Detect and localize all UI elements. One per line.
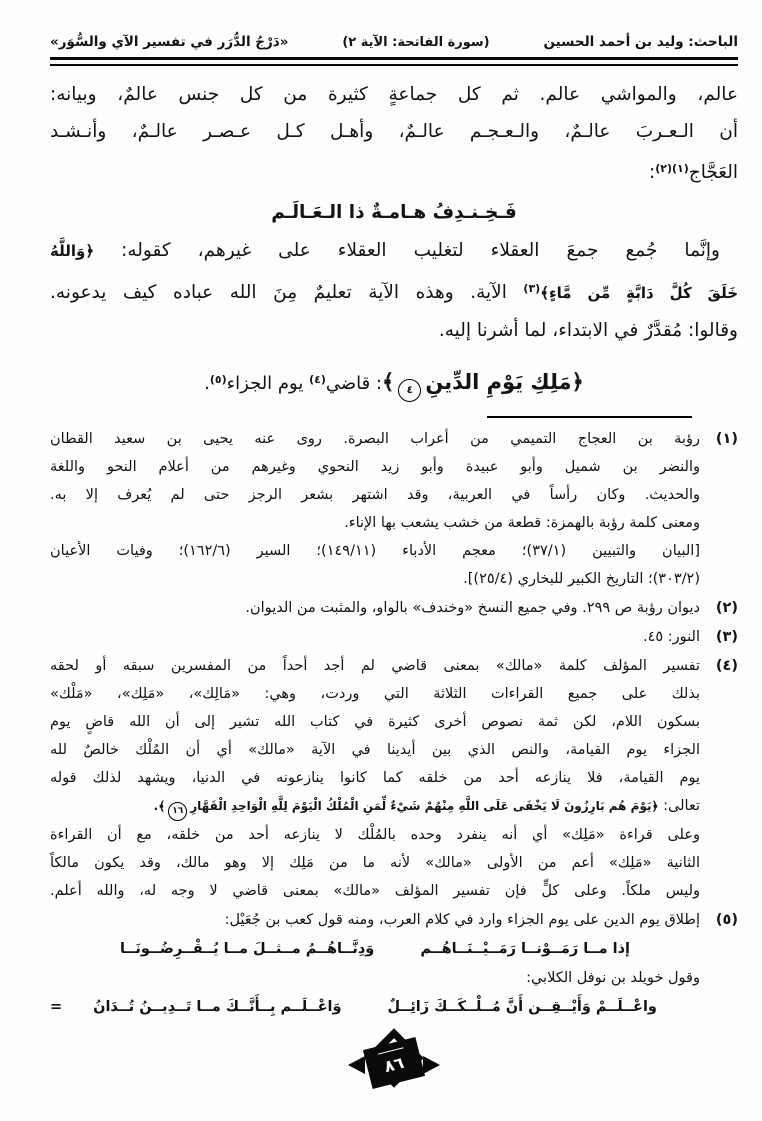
footnote-4-line: يوم القيامة، فلا ينازعه أحد من خلقه كما كانوا ينازعونه في الدنيا، ويشهد لذلك قوله xyxy=(50,770,700,786)
continuation-mark: = xyxy=(50,999,63,1015)
word-al-ajjaj: العَجَّاج xyxy=(688,162,738,183)
header-surah-reference: (سورة الفاتحة: الآية ٢) xyxy=(342,35,490,50)
footnote-1-line: ومعنى كلمة رؤبة بالهمزة: قطعة من خشب يشعب بها الإناء. xyxy=(344,515,700,531)
ornament-right-tip xyxy=(423,1056,440,1074)
footnote-1-number: (١) xyxy=(715,431,738,447)
footnote-4-line: الثانية «مَلِك» أعم من الأولى «مالك» لأنه ما من مَلِك إلا وهو مالك، وقد يكون مالكاً xyxy=(50,855,700,871)
quran-verse-ghafir: ﴿يَوْمَ هُم بَارِزُونَ لَا يَخْفَى عَلَى اللَّهِ مِنْهُمْ شَيْءٌ لِّمَنِ الْمُلْكُ الْيَوْمَ لِلَّهِ الْوَاحِدِ الْقَهَّارِ xyxy=(190,799,659,813)
paragraph2-text2: الآية. وهذه الآية تعليمٌ مِنَ الله عباده كيف يدعونه. xyxy=(50,282,524,303)
page-number: ٨٦ xyxy=(368,1046,419,1083)
footnote-4-quran-line xyxy=(50,792,700,821)
footnote-4-line: الجزاء يوم القيامة، والنص الذي بين أيدينا في الآية «مالك» أي أن المُلْك خالصٌ لله xyxy=(50,742,700,758)
hemistich-1: إذا مــا رَمَــوْنــا رَمَــيْــنَــاهُــم xyxy=(420,941,630,957)
hemistich-2: وَاعْــلَــم بِــأَنَّــكَ مــا تَــدِيــنُ تُــدَانُ xyxy=(93,999,342,1015)
footnote-marker-5: (٥) xyxy=(209,373,227,386)
ayah-display-line xyxy=(50,360,738,404)
period-mark: . xyxy=(204,373,210,394)
footnote-3-line: النور: ٤٥. xyxy=(643,629,700,645)
footnote-2-number: (٢) xyxy=(715,600,738,616)
quran-quote-continuation: خَلَقَ كُلَّ دَابَّةٍ مِّن مَّاءٍ﴾ xyxy=(540,284,739,302)
paragraph1-line2: أن الـعـربَ عالـمٌ، والـعـجـم عالـمٌ، وأهـل كـل عـصـر عالـمٌ، وأنـشـد xyxy=(50,121,738,142)
footnote-3-number: (٣) xyxy=(715,629,738,645)
header-researcher: الباحث: وليد بن أحمد الحسين xyxy=(543,34,738,50)
footnote-4-line: وعلى قراءة «مَلِك» أي أنه ينفرد وحده بالمُلْك لا ينازعه أحد من خلقه، مع أن القراءة xyxy=(50,827,700,843)
ayah-number-circle-16: ١٦ xyxy=(168,802,187,821)
page-header xyxy=(50,34,738,50)
paragraph2-line3: وقالوا: مُقدَّرٌ في الابتداء، لما أشرنا إليه. xyxy=(438,320,738,341)
footnote-4-line: بذلك على جميع القراءات الثلاثة التي وردت، وهي: «مَالِك»، «مَلِك»، «مَلْك» xyxy=(50,686,700,702)
footnote-5-number: (٥) xyxy=(715,912,738,928)
poetry-line-khuwaylid xyxy=(50,992,700,1022)
footnote-5-intro: إطلاق يوم الدين على يوم الجزاء وارد في كلام العرب، ومنه قول كعب بن جُعَيْل: xyxy=(224,912,700,928)
ornament-left-tip xyxy=(348,1056,365,1074)
page-number-ornament xyxy=(346,1034,442,1096)
ayah-gloss: : قاضي xyxy=(325,373,383,394)
footnote-1 xyxy=(50,425,738,593)
paragraph1-line3 xyxy=(50,150,738,191)
footnote-1-line: والنضر بن شميل وأبو عبيدة وأبو زيد النحوي وغيرهم من أعلام النحو واللغة xyxy=(50,459,700,475)
ayah-number-circle: ٤ xyxy=(398,379,421,402)
footnote-5 xyxy=(50,906,738,1022)
footnote-1-citation-line: [البيان والتبيين (٣٧/١)؛ معجم الأدباء (١٤٩/١١)؛ السير (١٦٢/٦)؛ وفيات الأعيان xyxy=(50,543,700,559)
main-text-block xyxy=(50,76,738,404)
ayah-closing-bracket: ﴾ xyxy=(382,370,395,394)
paragraph1-line1: عالم، والمواشي عالم. ثم كل جماعةٍ كثيرة من كل جنس عالمٌ، وبيانه: xyxy=(50,84,738,105)
footnote-separator-rule xyxy=(487,416,692,418)
footnote-5-intro2: وقول خويلد بن نوفل الكلابي: xyxy=(526,970,700,986)
footnote-1-citation-line: (٣٠٣/٢)؛ التاريخ الكبير للبخاري (٢٥/٤)]. xyxy=(463,571,700,587)
footnote-3 xyxy=(50,623,738,651)
footnote-4-line: بسكون اللام، لكن ثمة نصوص أخرى كثيرة في كتاب الله تشير إلى أن الله قاضٍ يوم xyxy=(50,714,700,730)
footnotes-block xyxy=(50,425,738,1022)
footnote-2-line: ديوان رؤبة ص ٢٩٩. وفي جميع النسخ «وخندف» بالواو، والمثبت من الديوان. xyxy=(245,600,700,616)
poetry-line-kaab xyxy=(50,934,700,964)
header-divider-rule xyxy=(50,57,738,66)
hemistich-1: واعْــلَــمْ وَأَيْــقِــن أَنَّ مُــلْــكَــكَ زَائِــلٌ xyxy=(387,999,657,1015)
footnote-marker-3: (٣) xyxy=(523,282,541,295)
footnote-marker-4: (٤) xyxy=(309,373,326,386)
footnote-4-line: وليس ملكاً. وعلى كلٍّ فإن تفسير المؤلف «مالك» بمعنى قاضي لا وجه له، والله أعلم. xyxy=(50,883,700,899)
ayah-text: ﴿مَلِكِ يَوْمِ الدِّينِ xyxy=(425,370,584,394)
footnote-1-line: والحديث. وكان رأساً في العربية، وقد اشتهر بشعر الرجز حتى لم يُعرف إلا به. xyxy=(50,487,700,503)
paragraph2-line1 xyxy=(50,232,738,270)
footnote-4 xyxy=(50,652,738,905)
quran-quote-open: ﴿وَاللَّهُ xyxy=(50,242,95,260)
footnote-4-number: (٤) xyxy=(715,658,738,674)
header-book-title: «دَرْجُ الدُّرَر في تفسير الآي والسُّوَر» xyxy=(50,34,289,50)
footnote-marker-1-2: (١)(٢) xyxy=(655,162,689,175)
hemistich-2: وَدِنَّــاهُــمُ مــثــلَ مــا يُــقْــرِضُــونَــا xyxy=(120,941,375,957)
ayah-gloss2: يوم الجزاء xyxy=(226,373,310,394)
footnote-2 xyxy=(50,594,738,622)
quran-closing-bracket: ﴾. xyxy=(153,799,166,813)
paragraph2-line2 xyxy=(50,270,738,312)
footnote-4-line: تفسير المؤلف كلمة «مالك» بمعنى قاضي لم أجد أحداً من المفسرين سبقه أو لحقه xyxy=(50,658,700,674)
poetry-verse-khindif: فَـخِـنـدِفُ هـامـةٌ ذا الـعَـالَـم xyxy=(271,202,517,223)
quran-lead-in: تعالى: xyxy=(658,798,700,814)
colon-mark: : xyxy=(648,162,656,183)
paragraph2-text: وإنَّما جُمع جمعَ العقلاء لتغليب العقلاء على غيرهم، كقوله: xyxy=(94,240,720,261)
footnote-1-line: رؤبة بن العجاج التميمي من أعراب البصرة. روى عنه يحيى بن سعيد القطان xyxy=(50,431,700,447)
